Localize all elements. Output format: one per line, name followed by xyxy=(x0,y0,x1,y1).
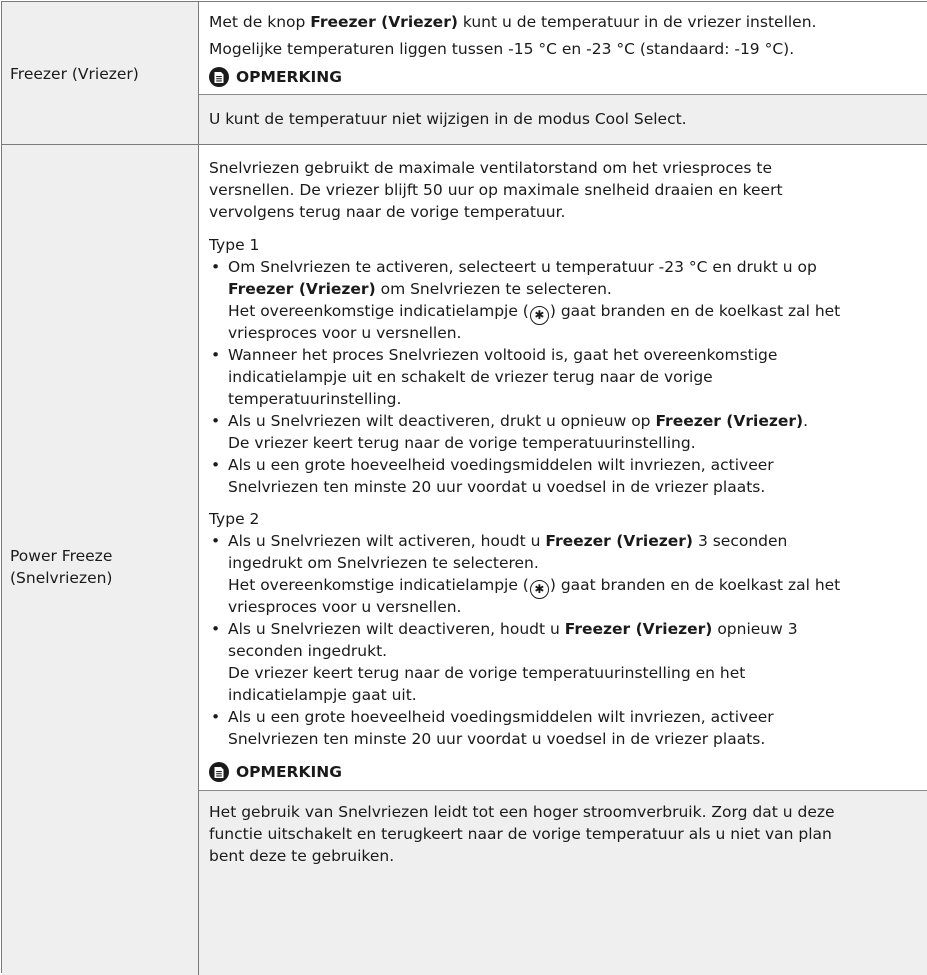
list-item: De vriezer keert terug naar de vorige temperatuurinstelling en het xyxy=(228,664,746,682)
list-item: Als u Snelvriezen wilt activeren, houdt u Freezer (Vriezer) 3 seconden xyxy=(228,532,788,550)
row-content xyxy=(199,145,927,975)
note-text: Het gebruik van Snelvriezen leidt tot een hoger stroomverbruik. Zorg dat u deze xyxy=(209,803,835,821)
list-item: Wanneer het proces Snelvriezen voltooid is, gaat het overeenkomstige xyxy=(228,346,778,364)
note-text: U kunt de temperatuur niet wijzigen in de modus Cool Select. xyxy=(209,110,687,128)
list-item: Als u een grote hoeveelheid voedingsmiddelen wilt invriezen, activeer xyxy=(228,708,774,726)
intro-line: vervolgens terug naar de vorige temperatuur. xyxy=(209,203,566,221)
settings-table xyxy=(1,1,927,973)
note-text: bent deze te gebruiken. xyxy=(209,847,395,865)
document-icon xyxy=(209,67,229,87)
paragraph: Mogelijke temperaturen liggen tussen -15 °C en -23 °C (standaard: -19 °C). xyxy=(209,40,795,58)
document-icon xyxy=(209,762,229,782)
bullet: • xyxy=(211,412,221,430)
row-content xyxy=(199,2,927,144)
table-row-freezer xyxy=(2,2,927,145)
list-item: Freezer (Vriezer) om Snelvriezen te selecteren. xyxy=(228,280,612,298)
bullet: • xyxy=(211,708,221,726)
button-name: Freezer (Vriezer) xyxy=(310,13,458,31)
row-label: Freezer (Vriezer) xyxy=(10,65,139,83)
row-label-cell xyxy=(2,2,199,144)
list-item: Als u Snelvriezen wilt deactiveren, drukt u opnieuw op Freezer (Vriezer). xyxy=(228,412,809,430)
paragraph: Met de knop Freezer (Vriezer) kunt u de temperatuur in de vriezer instellen. xyxy=(209,13,817,31)
list-item: indicatielampje uit en schakelt de vriezer terug naar de vorige xyxy=(228,368,713,386)
power-freeze-indicator-icon: ✱ xyxy=(530,580,549,599)
list-item: indicatielampje gaat uit. xyxy=(228,686,417,704)
list-item: Als u Snelvriezen wilt deactiveren, houdt u Freezer (Vriezer) opnieuw 3 xyxy=(228,620,798,638)
intro-line: versnellen. De vriezer blijft 50 uur op maximale snelheid draaien en keert xyxy=(209,181,783,199)
bullet: • xyxy=(211,620,221,638)
list-item: De vriezer keert terug naar de vorige temperatuurinstelling. xyxy=(228,434,696,452)
note-heading: OPMERKING xyxy=(209,761,342,783)
list-item: ingedrukt om Snelvriezen te selecteren. xyxy=(228,554,539,572)
bullet: • xyxy=(211,346,221,364)
list-item: Het overeenkomstige indicatielampje ( ✱ ) gaat branden en de koelkast zal het xyxy=(228,300,840,325)
list-item: temperatuurinstelling. xyxy=(228,390,402,408)
list-item: Snelvriezen ten minste 20 uur voordat u voedsel in de vriezer plaats. xyxy=(228,730,766,748)
note-text: functie uitschakelt en terugkeert naar de vorige temperatuur als u niet van plan xyxy=(209,825,832,843)
table-row-power-freeze xyxy=(2,145,927,975)
bullet: • xyxy=(211,456,221,474)
bullet: • xyxy=(211,532,221,550)
list-item: seconden ingedrukt. xyxy=(228,642,388,660)
list-item: Het overeenkomstige indicatielampje ( ✱ ) gaat branden en de koelkast zal het xyxy=(228,574,840,599)
list-item: Om Snelvriezen te activeren, selecteert u temperatuur -23 °C en drukt u op xyxy=(228,258,817,276)
type1-heading: Type 1 xyxy=(209,236,260,254)
bullet: • xyxy=(211,258,221,276)
list-item: vriesproces voor u versnellen. xyxy=(228,598,462,616)
row-label: Power Freeze (Snelvriezen) xyxy=(10,547,113,587)
row-label-cell xyxy=(2,145,199,975)
type2-heading: Type 2 xyxy=(209,510,260,528)
list-item: vriesproces voor u versnellen. xyxy=(228,324,462,342)
note-heading: OPMERKING xyxy=(209,66,342,88)
list-item: Snelvriezen ten minste 20 uur voordat u voedsel in de vriezer plaats. xyxy=(228,478,766,496)
power-freeze-indicator-icon: ✱ xyxy=(530,306,549,325)
list-item: Als u een grote hoeveelheid voedingsmiddelen wilt invriezen, activeer xyxy=(228,456,774,474)
intro-line: Snelvriezen gebruikt de maximale ventilatorstand om het vriesproces te xyxy=(209,159,773,177)
